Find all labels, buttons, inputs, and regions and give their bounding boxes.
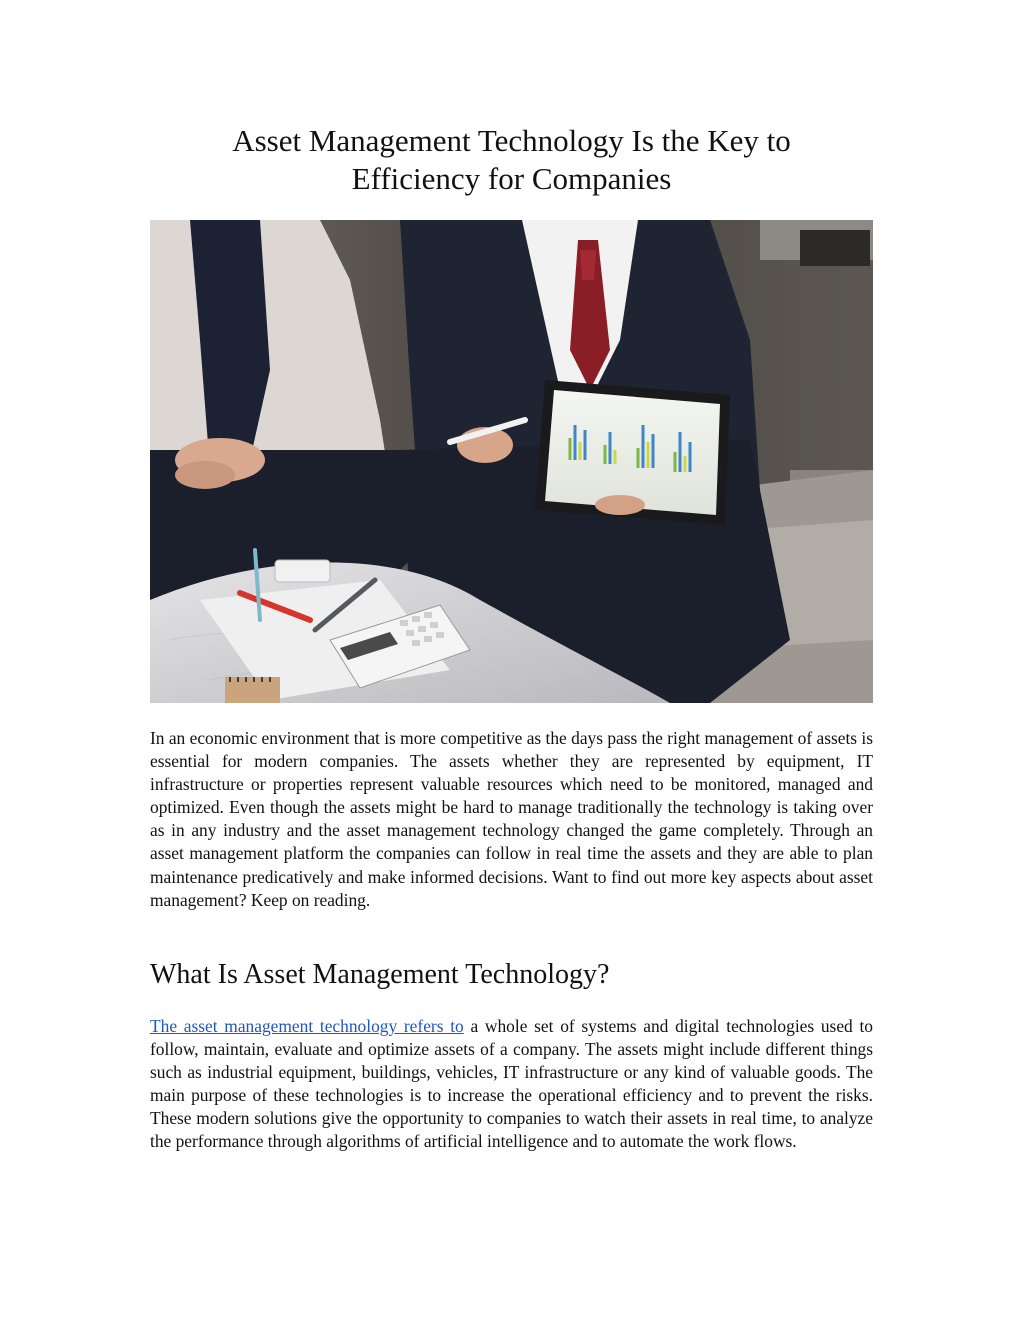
hero-image xyxy=(150,220,873,703)
intro-paragraph: In an economic environment that is more competitive as the days pass the right management of assets is essential for modern companies. The assets whether they are represented by equipment, IT infrastructure or properties represent valuable resources which need to be monitored, managed and optimized. Even though the assets might be hard to manage traditionally the technology is taking over as in any industry and the asset management technology changed the game completely. Through an asset management platform the companies can follow in real time the assets and they are able to plan maintenance predicatively and make informed decisions. Want to find out more key aspects about asset management? Keep on reading. xyxy=(150,728,873,910)
title-line-2: Efficiency for Companies xyxy=(351,161,672,196)
page-title xyxy=(150,122,873,198)
section-paragraph xyxy=(150,1015,873,1154)
section-heading: What Is Asset Management Technology? xyxy=(150,959,610,990)
section-body-text: a whole set of systems and digital technologies used to follow, maintain, evaluate and optimize assets of a company. The assets might include different things such as industrial equipment, buildings, vehicles, IT infrastructure or any kind of valuable goods. The main purpose of these technologies is to increase the operational efficiency and to prevent the risks. These modern solutions give the opportunity to companies to watch their assets in real time, to analyze the performance through algorithms of artificial intelligence and to automate the work flows. xyxy=(150,1016,873,1152)
asset-management-link[interactable]: The asset management technology refers to xyxy=(150,1016,464,1036)
title-line-1: Asset Management Technology Is the Key to xyxy=(232,123,791,158)
